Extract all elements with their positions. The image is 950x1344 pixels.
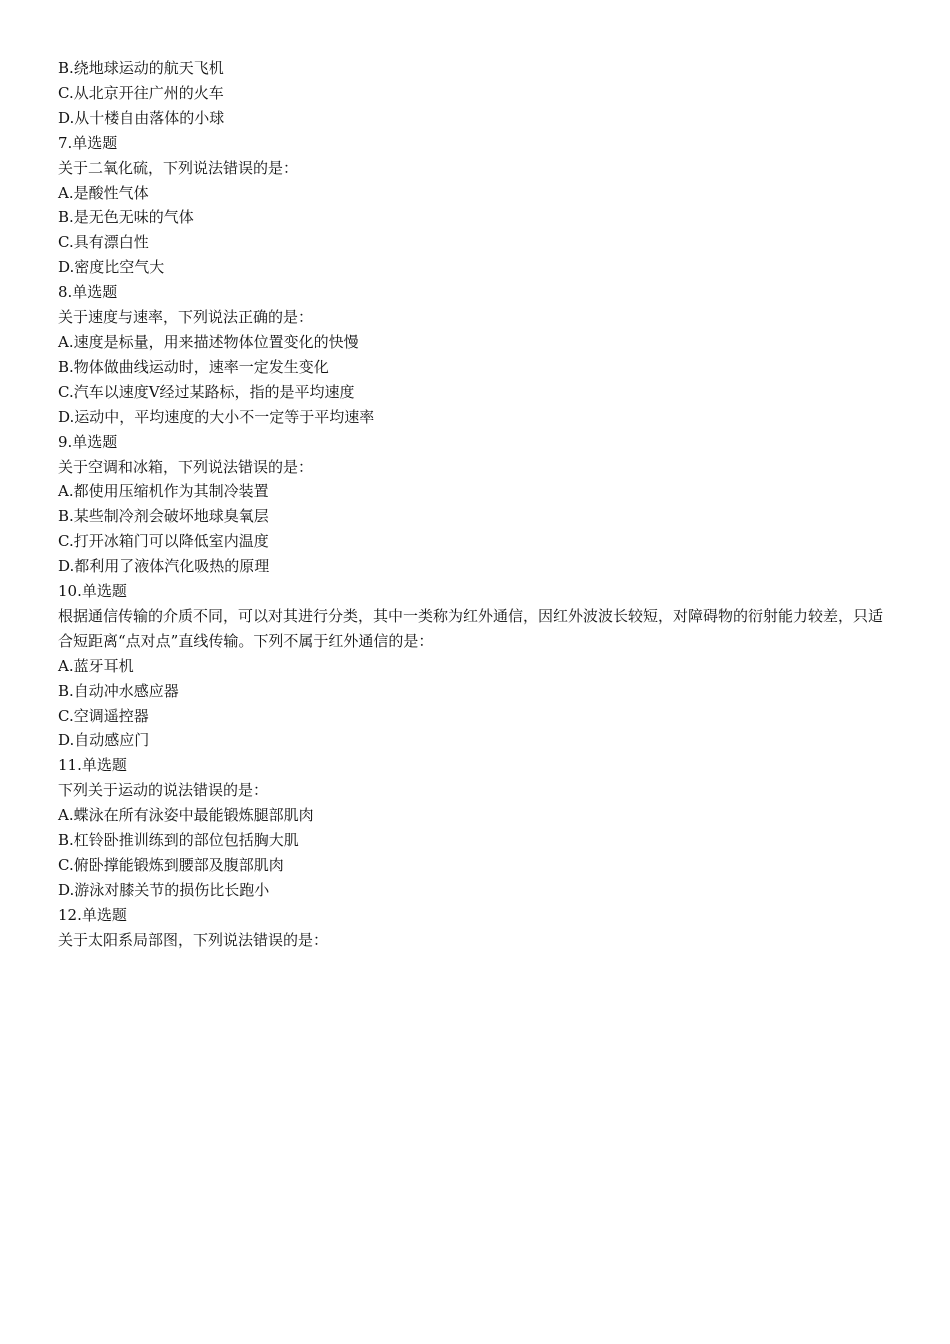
- q7-option-c: C.具有漂白性: [58, 233, 149, 252]
- q8-header: 8.单选题: [58, 283, 118, 302]
- exam-page: [58, 56, 890, 953]
- q8-stem: 关于速度与速率，下列说法正确的是：: [58, 308, 314, 327]
- q7-option-b: B.是无色无味的气体: [58, 208, 194, 227]
- q12-header: 12.单选题: [58, 905, 127, 924]
- q10-option-d: D.自动感应门: [58, 731, 150, 750]
- q11-option-d: D.游泳对膝关节的损伤比长跑小: [58, 880, 270, 899]
- q6-option-b: B.绕地球运动的航天飞机: [58, 59, 224, 77]
- q9-header: 9.单选题: [58, 432, 118, 451]
- q10-option-c: C.空调遥控器: [58, 706, 149, 725]
- q8-option-b: B.物体做曲线运动时，速率一定发生变化: [58, 357, 329, 376]
- q11-option-c: C.俯卧撑能锻炼到腰部及腹部肌肉: [58, 856, 284, 874]
- q10-header: 10.单选题: [58, 582, 127, 601]
- q8-option-d: D.运动中，平均速度的大小不一定等于平均速率: [58, 407, 375, 426]
- q9-option-d: D.都利用了液体汽化吸热的原理: [58, 557, 270, 576]
- q9-option-c: C.打开冰箱门可以降低室内温度: [58, 532, 269, 551]
- q7-header: 7.单选题: [58, 133, 118, 152]
- q10-stem: 根据通信传输的介质不同，可以对其进行分类，其中一类称为红外通信，因红外波波长较短，对障碍物的衍射能力较差，只适合短距离“点对点”直线传输。下列不属于红外通信的是：: [58, 606, 884, 650]
- q6-option-d: D.从十楼自由落体的小球: [58, 108, 225, 127]
- q6-option-c: C.从北京开往广州的火车: [58, 83, 224, 102]
- q9-stem: 关于空调和冰箱，下列说法错误的是：: [58, 457, 314, 476]
- q8-option-c: C.汽车以速度V经过某路标，指的是平均速度: [58, 382, 355, 401]
- q7-option-d: D.密度比空气大: [58, 258, 165, 277]
- q12-stem: 关于太阳系局部图，下列说法错误的是：: [58, 930, 329, 949]
- q8-option-a: A.速度是标量，用来描述物体位置变化的快慢: [58, 332, 359, 351]
- q11-header: 11.单选题: [58, 756, 127, 775]
- q9-option-b: B.某些制冷剂会破坏地球臭氧层: [58, 507, 269, 526]
- q10-option-b: B.自动冲水感应器: [58, 681, 179, 700]
- q9-option-a: A.都使用压缩机作为其制冷装置: [58, 482, 269, 501]
- q7-stem: 关于二氧化硫，下列说法错误的是：: [58, 158, 299, 177]
- q10-option-a: A.蓝牙耳机: [58, 656, 134, 675]
- q7-option-a: A.是酸性气体: [58, 183, 149, 202]
- q11-option-b: B.杠铃卧推训练到的部位包括胸大肌: [58, 831, 299, 850]
- q11-stem: 下列关于运动的说法错误的是：: [58, 781, 269, 800]
- q11-option-a: A.蝶泳在所有泳姿中最能锻炼腿部肌肉: [58, 806, 314, 825]
